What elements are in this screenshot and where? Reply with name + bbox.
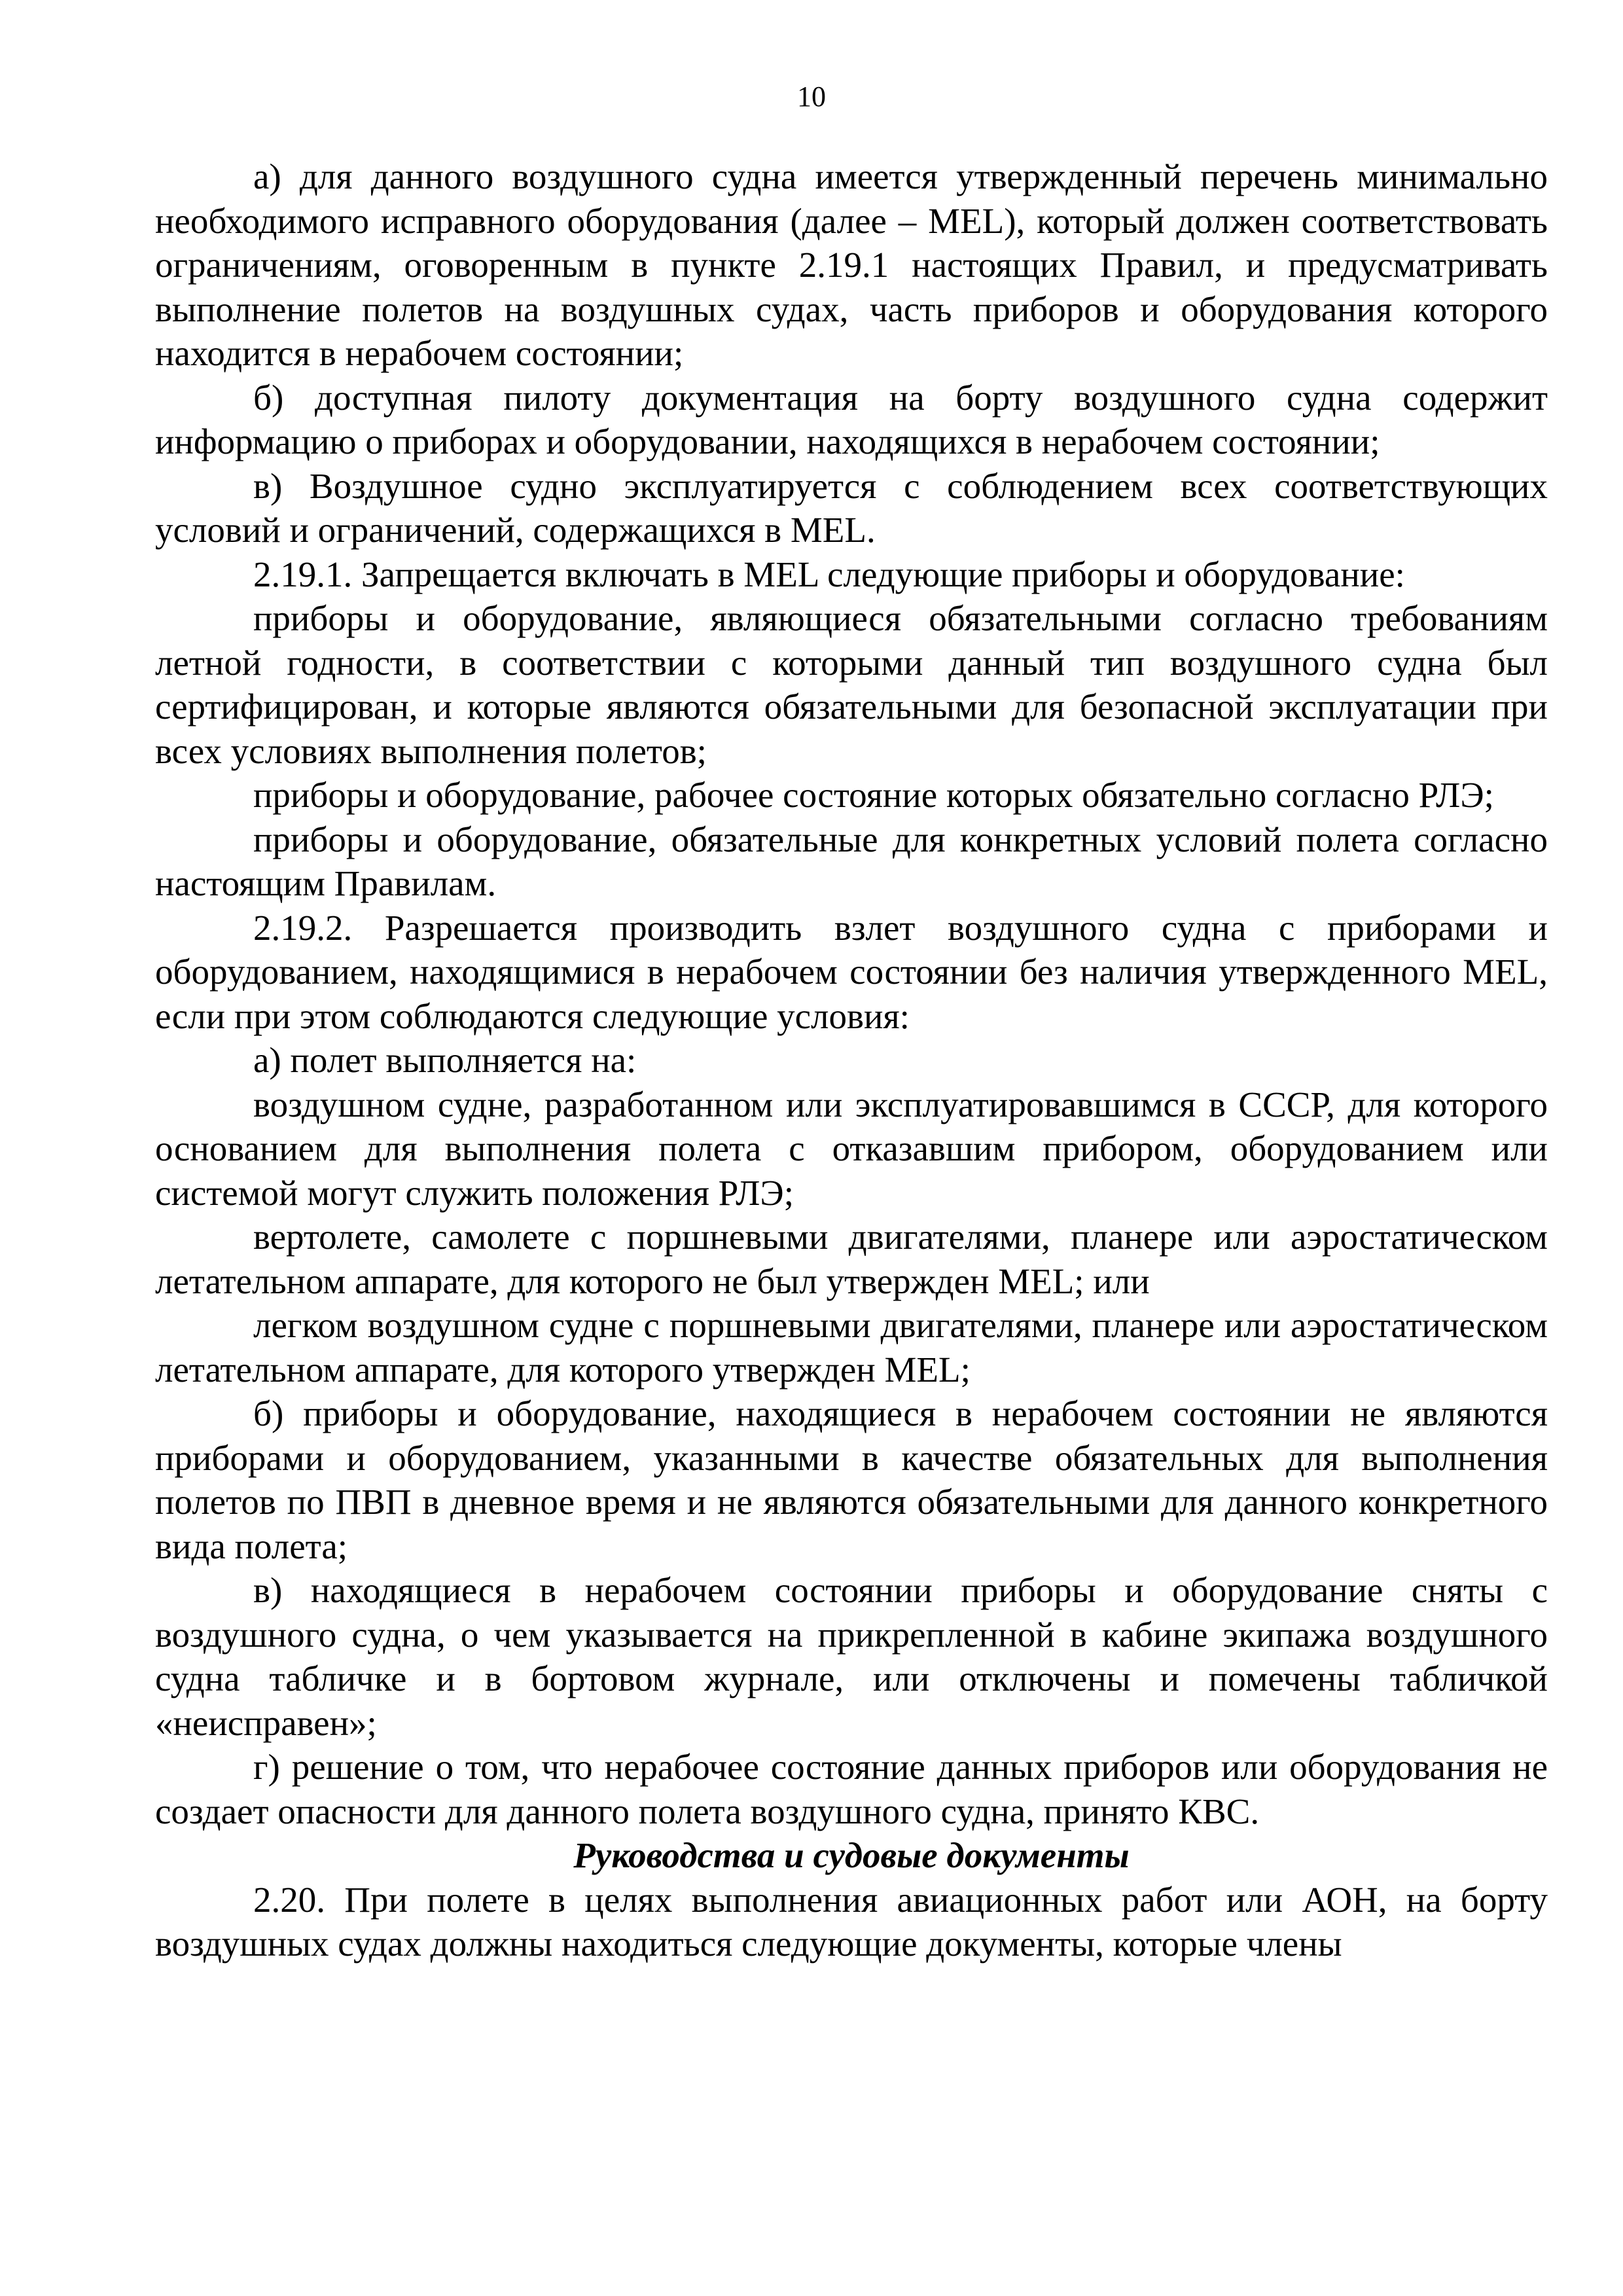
paragraph-flight-conditions: приборы и оборудование, обязательные для конкретных условий полета согласно настоящим Правилам. — [155, 819, 1548, 903]
paragraph-ussr-aircraft: воздушном судне, разработанном или эксплуатировавшимся в СССР, для которого основанием для выполнения полета с отказавшим прибором, оборудованием или системой могут служить положения РЛЭ; — [155, 1084, 1548, 1213]
paragraph-rle: приборы и оборудование, рабочее состояние которых обязательно согласно РЛЭ; — [253, 775, 1494, 815]
paragraph-light-aircraft: легком воздушном судне с поршневыми двигателями, планере или аэростатическом летательном аппарате, для которого утвержден MEL; — [155, 1305, 1548, 1390]
paragraph-airworthiness: приборы и оборудование, являющиеся обязательными согласно требованиям летной годности, в соответствии с которыми данный тип воздушного судна был сертифицирован, и которые являются обязательными для безопасной эксплуатации при всех условиях выполнения полетов; — [155, 598, 1548, 771]
paragraph-a-flight-on: а) полет выполняется на: — [253, 1040, 637, 1080]
page-number: 10 — [797, 81, 826, 113]
paragraph-2-20: 2.20. При полете в целях выполнения авиационных работ или АОН, на борту воздушных судах должны находиться следующие документы, которые члены — [155, 1879, 1548, 1964]
section-heading: Руководства и судовые документы — [573, 1835, 1130, 1875]
paragraph-v-removed: в) находящиеся в нерабочем состоянии приборы и оборудование сняты с воздушного судна, о чем указывается на прикрепленной в кабине экипажа воздушного судна табличке и в бортовом журнале, или отключены и помечены табличкой «неисправен»; — [155, 1570, 1548, 1743]
paragraph-a-mel-list: а) для данного воздушного судна имеется утвержденный перечень минимально необходимого исправного оборудования (далее – MEL), который должен соответствовать ограничениям, оговоренным в пункте 2.19.1 настоящих Правил, и предусматривать выполнение полетов на воздушных судах, часть приборов и оборудования которого находится в нерабочем состоянии; — [155, 156, 1548, 373]
paragraph-helicopter: вертолете, самолете с поршневыми двигателями, планере или аэростатическом летательном аппарате, для которого не был утвержден MEL; или — [155, 1217, 1548, 1301]
paragraph-b-not-mandatory: б) приборы и оборудование, находящиеся в нерабочем состоянии не являются приборами и оборудованием, указанными в качестве обязательных для выполнения полетов по ПВП в дневное время и не являются обязательными для данного конкретного вида полета; — [155, 1393, 1548, 1566]
paragraph-g-decision: г) решение о том, что нерабочее состояние данных приборов или оборудования не создает опасности для данного полета воздушного судна, принято КВС. — [155, 1747, 1548, 1831]
paragraph-2-19-2: 2.19.2. Разрешается производить взлет воздушного судна с приборами и оборудованием, находящимися в нерабочем состоянии без наличия утвержденного MEL, если при этом соблюдаются следующие условия: — [155, 907, 1548, 1036]
paragraph-2-19-1: 2.19.1. Запрещается включать в MEL следующие приборы и оборудование: — [253, 554, 1405, 594]
paragraph-v-operation: в) Воздушное судно эксплуатируется с соблюдением всех соответствующих условий и ограничений, содержащихся в MEL. — [155, 465, 1548, 550]
paragraph-b-documentation: б) доступная пилоту документация на борту воздушного судна содержит информацию о приборах и оборудовании, находящихся в нерабочем состоянии; — [155, 377, 1548, 461]
document-body — [155, 154, 1548, 1966]
